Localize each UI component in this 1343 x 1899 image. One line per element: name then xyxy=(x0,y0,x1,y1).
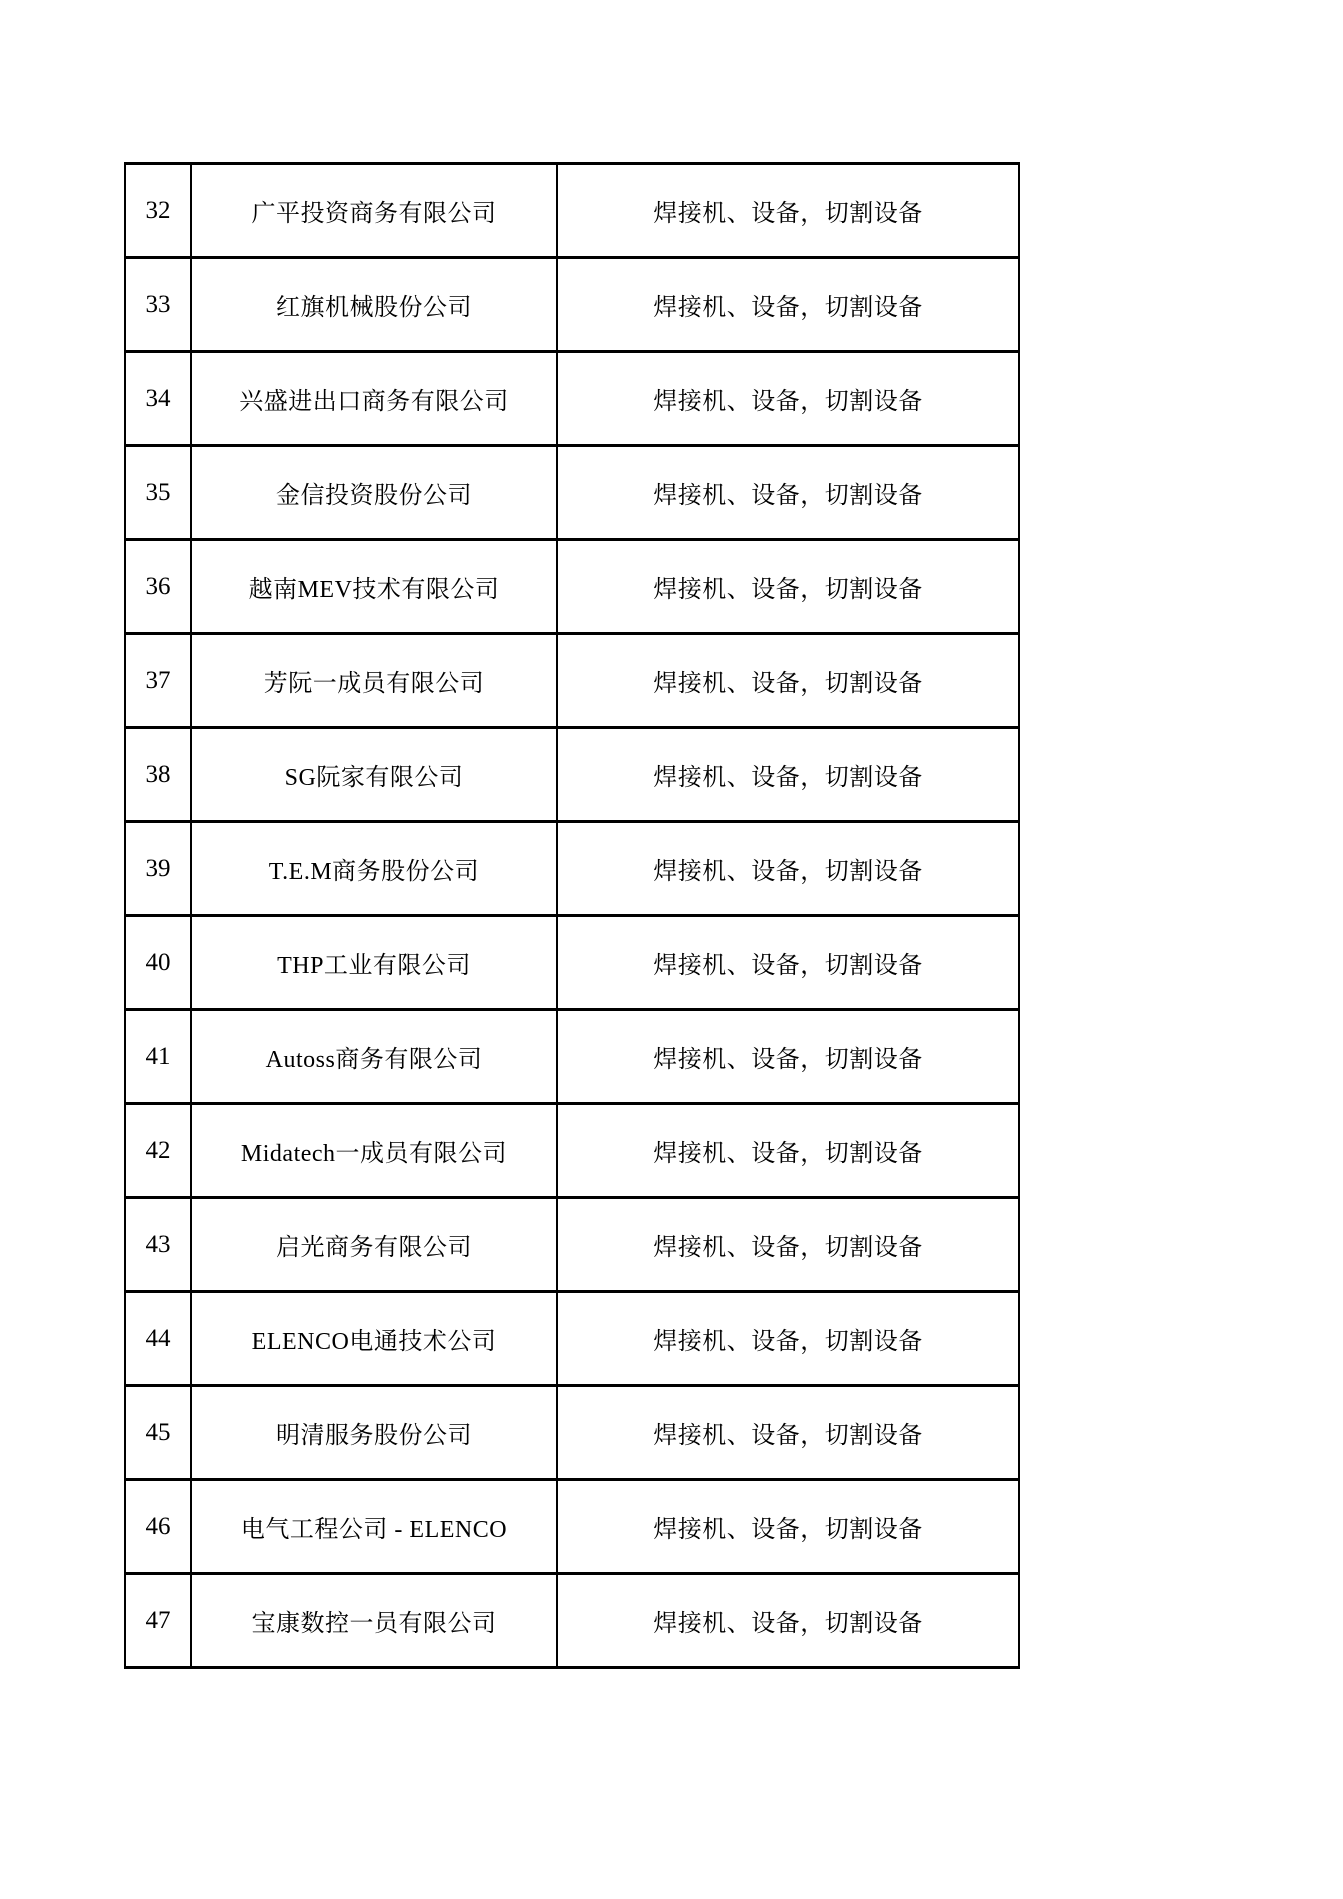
row-number-cell: 40 xyxy=(125,916,191,1010)
table-row xyxy=(125,1104,1019,1198)
company-name-cell: T.E.M商务股份公司 xyxy=(191,822,557,916)
table-body xyxy=(125,164,1019,1668)
products-cell: 焊接机、设备，切割设备 xyxy=(557,728,1019,822)
company-name-cell: 越南MEV技术有限公司 xyxy=(191,540,557,634)
table-row xyxy=(125,1010,1019,1104)
products-cell: 焊接机、设备，切割设备 xyxy=(557,1292,1019,1386)
table-row xyxy=(125,1198,1019,1292)
row-number-cell: 37 xyxy=(125,634,191,728)
products-cell: 焊接机、设备，切割设备 xyxy=(557,916,1019,1010)
row-number-cell: 39 xyxy=(125,822,191,916)
company-name-cell: 宝康数控一员有限公司 xyxy=(191,1574,557,1668)
company-name-cell: ELENCO电通技术公司 xyxy=(191,1292,557,1386)
products-cell: 焊接机、设备，切割设备 xyxy=(557,164,1019,258)
row-number-cell: 44 xyxy=(125,1292,191,1386)
row-number-cell: 38 xyxy=(125,728,191,822)
table-row xyxy=(125,446,1019,540)
products-cell: 焊接机、设备，切割设备 xyxy=(557,822,1019,916)
table-row xyxy=(125,540,1019,634)
products-cell: 焊接机、设备，切割设备 xyxy=(557,1104,1019,1198)
products-cell: 焊接机、设备，切割设备 xyxy=(557,352,1019,446)
company-products-table xyxy=(124,162,1020,1669)
table-row xyxy=(125,634,1019,728)
table-row xyxy=(125,258,1019,352)
company-name-cell: 启光商务有限公司 xyxy=(191,1198,557,1292)
company-name-cell: SG阮家有限公司 xyxy=(191,728,557,822)
table-row xyxy=(125,1480,1019,1574)
table-row xyxy=(125,352,1019,446)
products-cell: 焊接机、设备，切割设备 xyxy=(557,540,1019,634)
row-number-cell: 35 xyxy=(125,446,191,540)
products-cell: 焊接机、设备，切割设备 xyxy=(557,258,1019,352)
products-cell: 焊接机、设备，切割设备 xyxy=(557,446,1019,540)
row-number-cell: 43 xyxy=(125,1198,191,1292)
row-number-cell: 36 xyxy=(125,540,191,634)
row-number-cell: 42 xyxy=(125,1104,191,1198)
row-number-cell: 45 xyxy=(125,1386,191,1480)
row-number-cell: 47 xyxy=(125,1574,191,1668)
table-row xyxy=(125,1292,1019,1386)
company-name-cell: THP工业有限公司 xyxy=(191,916,557,1010)
table-row xyxy=(125,164,1019,258)
products-cell: 焊接机、设备，切割设备 xyxy=(557,1010,1019,1104)
row-number-cell: 32 xyxy=(125,164,191,258)
table-row xyxy=(125,822,1019,916)
row-number-cell: 34 xyxy=(125,352,191,446)
company-name-cell: Autoss商务有限公司 xyxy=(191,1010,557,1104)
company-name-cell: Midatech一成员有限公司 xyxy=(191,1104,557,1198)
company-name-cell: 兴盛进出口商务有限公司 xyxy=(191,352,557,446)
company-name-cell: 广平投资商务有限公司 xyxy=(191,164,557,258)
company-name-cell: 明清服务股份公司 xyxy=(191,1386,557,1480)
company-name-cell: 金信投资股份公司 xyxy=(191,446,557,540)
row-number-cell: 46 xyxy=(125,1480,191,1574)
products-cell: 焊接机、设备，切割设备 xyxy=(557,1386,1019,1480)
company-name-cell: 芳阮一成员有限公司 xyxy=(191,634,557,728)
table-row xyxy=(125,1386,1019,1480)
table-row xyxy=(125,916,1019,1010)
company-name-cell: 红旗机械股份公司 xyxy=(191,258,557,352)
table-row xyxy=(125,1574,1019,1668)
products-cell: 焊接机、设备，切割设备 xyxy=(557,1198,1019,1292)
row-number-cell: 33 xyxy=(125,258,191,352)
table-row xyxy=(125,728,1019,822)
products-cell: 焊接机、设备，切割设备 xyxy=(557,1574,1019,1668)
products-cell: 焊接机、设备，切割设备 xyxy=(557,634,1019,728)
row-number-cell: 41 xyxy=(125,1010,191,1104)
products-cell: 焊接机、设备，切割设备 xyxy=(557,1480,1019,1574)
company-name-cell: 电气工程公司 - ELENCO xyxy=(191,1480,557,1574)
